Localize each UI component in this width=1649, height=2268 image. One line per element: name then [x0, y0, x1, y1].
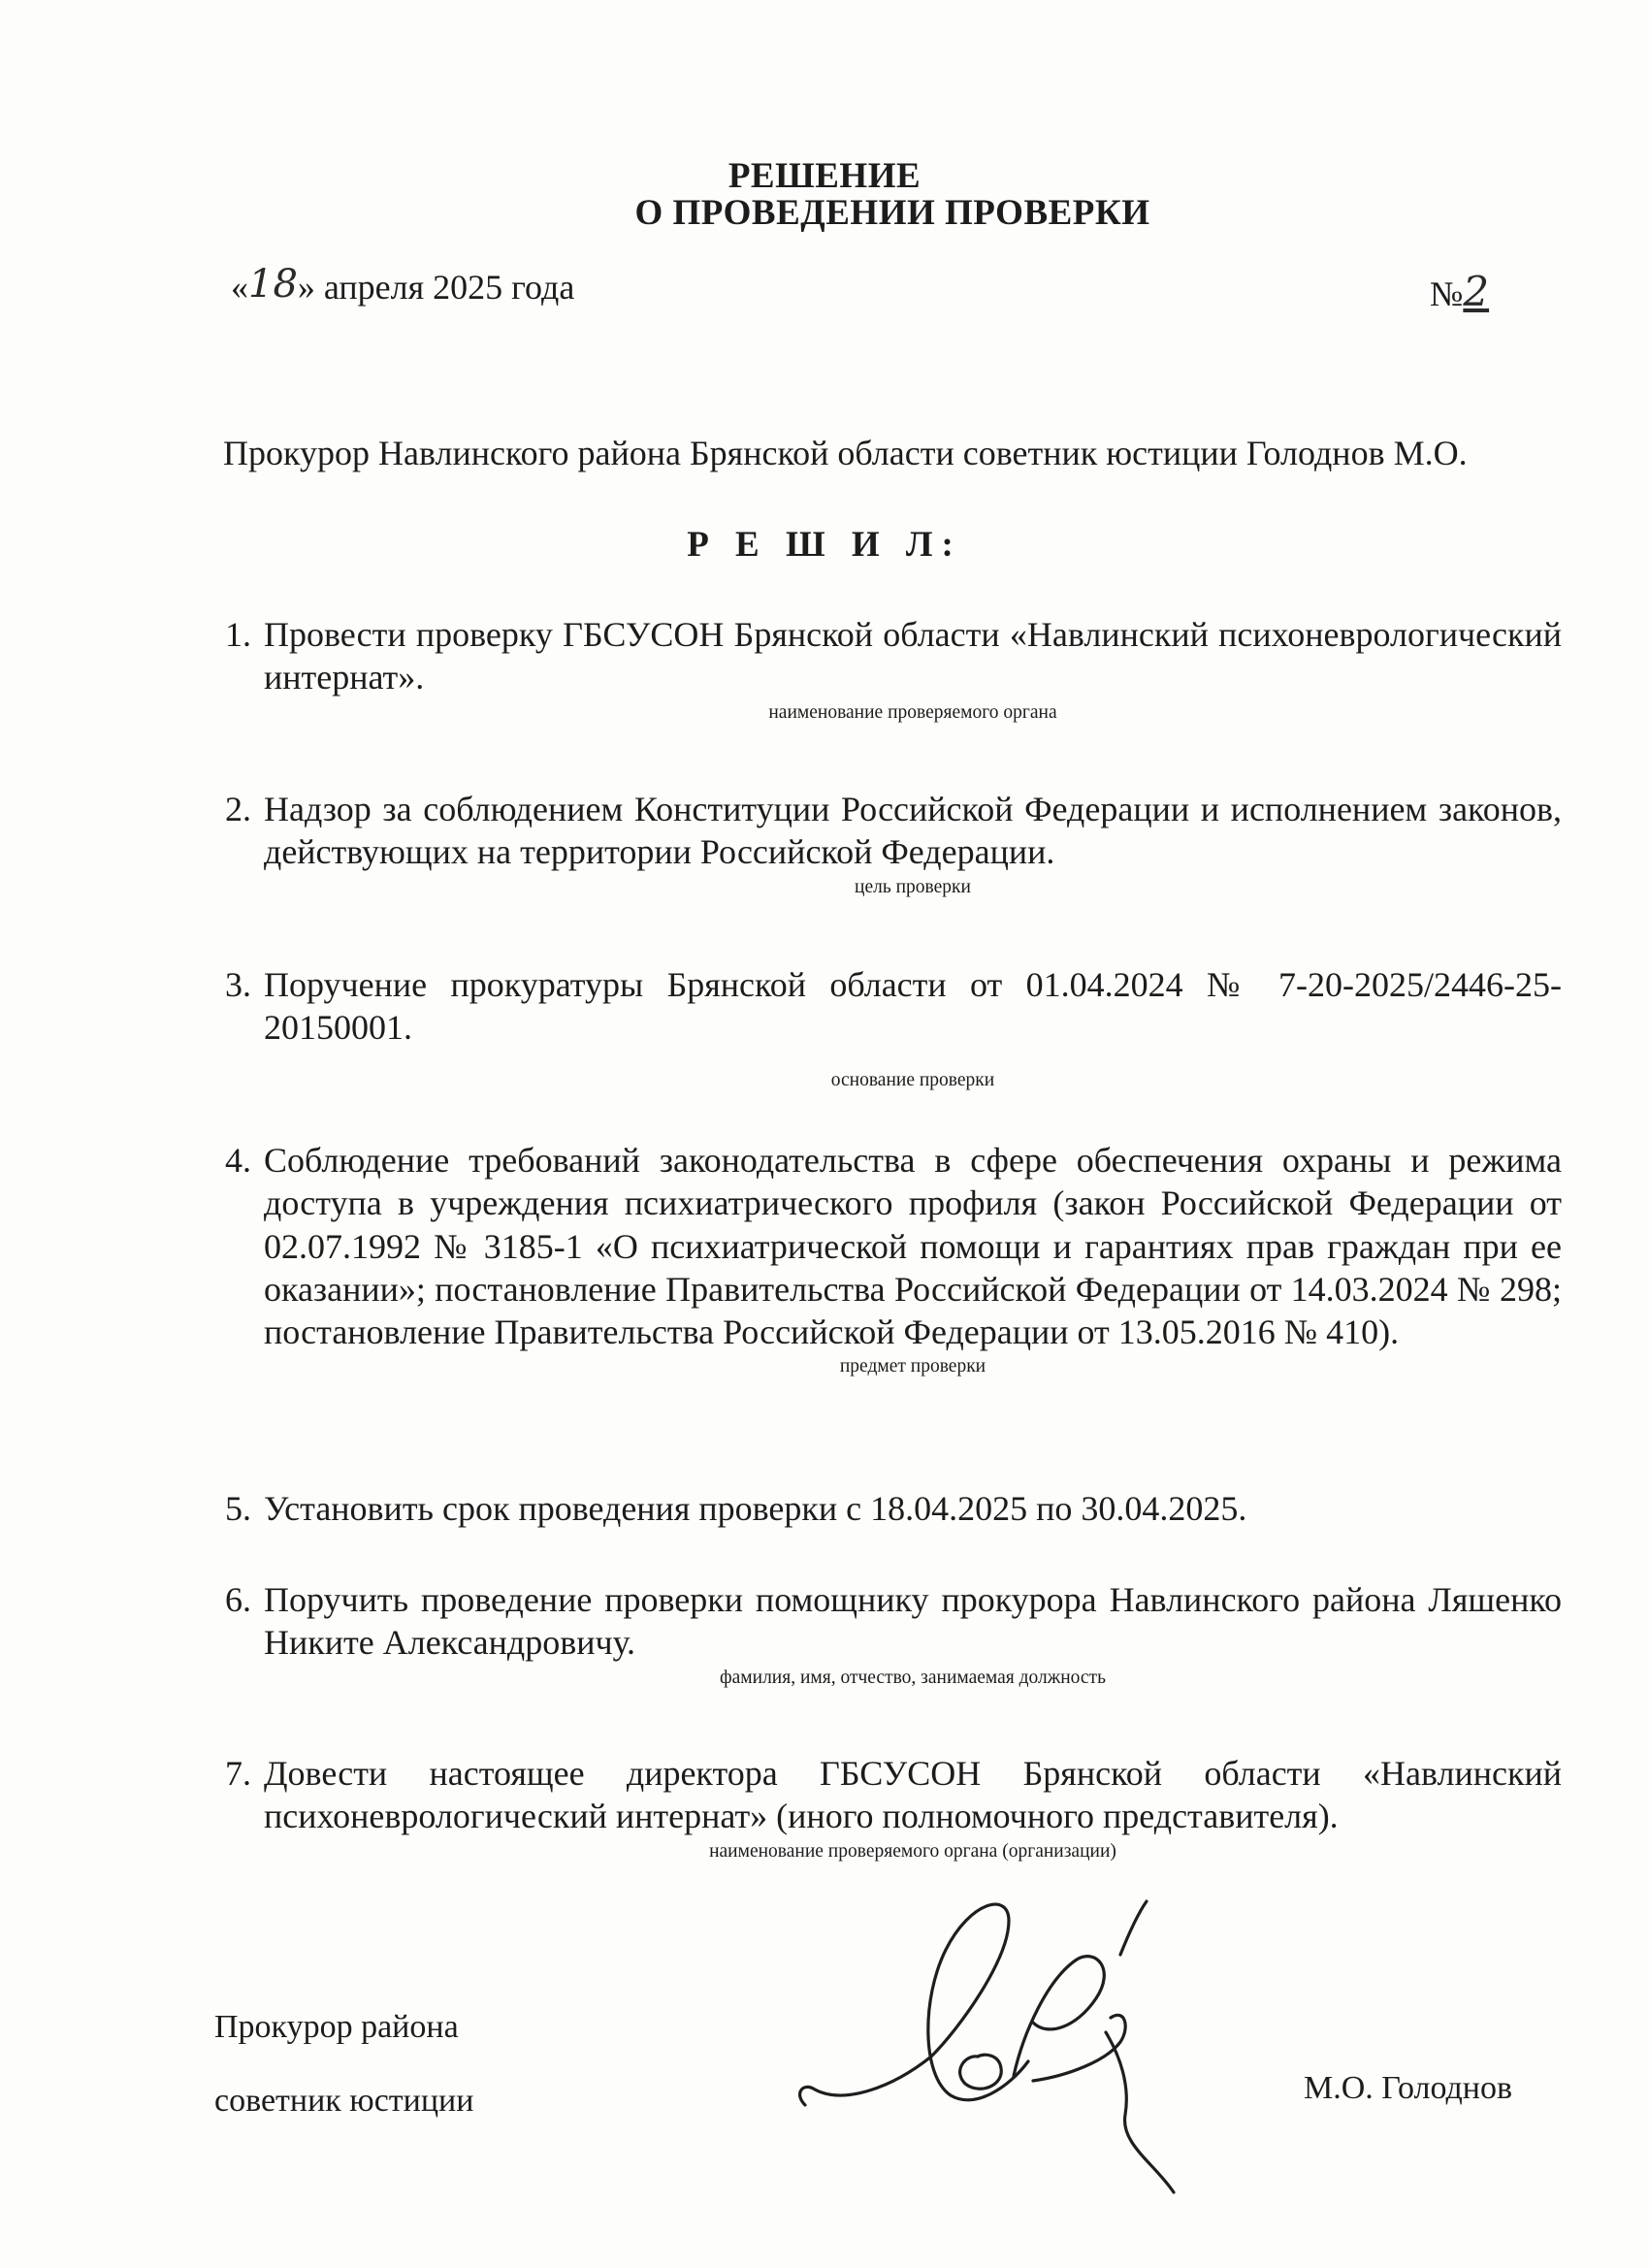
intro-paragraph: Прокурор Навлинского района Брянской области советник юстиции Голоднов М.О. — [223, 434, 1468, 472]
document-date — [231, 264, 574, 308]
item-number: 2. — [225, 790, 251, 828]
item-caption: наименование проверяемого органа — [768, 701, 1057, 723]
list-item — [225, 788, 1562, 898]
document-number — [1430, 268, 1489, 315]
item-text: Поручить проведение проверки помощнику прокурора Навлинского района Ляшенко Никите Александровичу. — [264, 1580, 1562, 1663]
number-handwritten: 2 — [1463, 268, 1490, 315]
date-month-year: » апреля 2025 года — [297, 268, 575, 307]
item-text: Поручение прокуратуры Брянской области от 01.04.2024 № 7-20-2025/2446-25-20150001. — [264, 965, 1562, 1048]
item-number: 5. — [225, 1489, 251, 1528]
item-caption: предмет проверки — [839, 1356, 986, 1377]
item-text: Соблюдение требований законодательства в сфере обеспечения охраны и режима доступа в учреждения психиатрического профиля (закон Российской Федерации от 02.07.1992 № 3185-1 «О психиатрической помощи и гарантиях прав граждан при ее оказании»; постановление Правительства Российской Федерации от 14.03.2024 № 298; постановление Правительства Российской Федерации от 13.05.2016 № 410). — [264, 1141, 1562, 1352]
signatory-position-line1: Прокурор района — [214, 2009, 459, 2045]
number-prefix: № — [1430, 275, 1464, 313]
item-caption: цель проверки — [855, 876, 971, 897]
list-item — [225, 1487, 1562, 1530]
item-caption: фамилия, имя, отчество, занимаемая должность — [720, 1667, 1106, 1688]
item-text: Провести проверку ГБСУСОН Брянской области «Навлинский психоневрологический интернат». — [264, 615, 1562, 697]
date-open-quote: « — [231, 268, 248, 307]
item-number: 7. — [225, 1754, 251, 1793]
document-subtitle: О ПРОВЕДЕНИИ ПРОВЕРКИ — [634, 193, 1150, 233]
signatory-position — [214, 1991, 473, 2138]
list-item — [225, 1139, 1562, 1378]
item-caption: наименование проверяемого органа (организации) — [709, 1840, 1116, 1862]
list-item — [225, 613, 1562, 724]
signatory-name: М.О. Голоднов — [1304, 2070, 1513, 2106]
resolved-heading: Р Е Ш И Л: — [687, 525, 962, 565]
list-item — [225, 1578, 1562, 1689]
item-number: 6. — [225, 1580, 251, 1619]
item-text: Установить срок проведения проверки с 18.04.2025 по 30.04.2025. — [264, 1489, 1247, 1528]
document-title: РЕШЕНИЕ — [728, 156, 922, 196]
signatory-position-line2: советник юстиции — [214, 2083, 474, 2119]
item-number: 4. — [225, 1141, 251, 1180]
handwritten-signature — [786, 1863, 1232, 2212]
item-text: Довести настоящее директора ГБСУСОН Брянской области «Навлинский психоневрологический интернат» (иного полномочного представителя). — [264, 1754, 1562, 1836]
list-item — [225, 963, 1562, 1091]
item-caption: основание проверки — [830, 1069, 995, 1090]
date-day-handwritten: 18 — [248, 262, 298, 307]
item-number: 3. — [225, 965, 251, 1004]
list-item — [225, 1752, 1562, 1863]
item-number: 1. — [225, 615, 251, 654]
item-text: Надзор за соблюдением Конституции Российской Федерации и исполнением законов, действующих на территории Российской Федерации. — [264, 790, 1562, 872]
